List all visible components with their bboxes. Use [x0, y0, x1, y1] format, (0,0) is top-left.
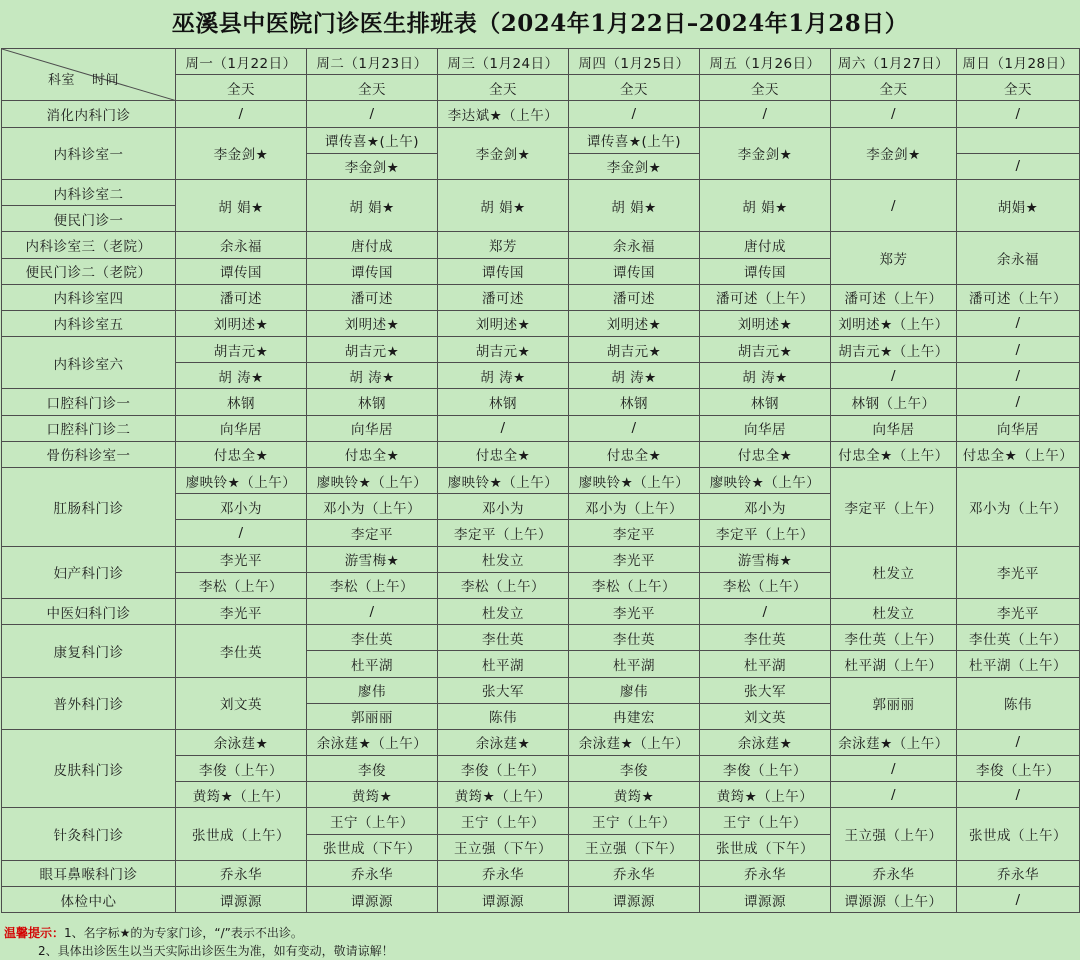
schedule-cell: 杜发立 — [438, 598, 569, 624]
schedule-cell: 向华居 — [831, 415, 957, 441]
schedule-cell: 李松（上午） — [307, 572, 438, 598]
table-row — [2, 625, 1080, 651]
schedule-cell: 胡吉元★ — [700, 337, 831, 363]
schedule-cell: 胡 娟★ — [176, 179, 307, 231]
schedule-cell: 李仕英（上午） — [957, 625, 1080, 651]
table-row — [2, 887, 1080, 913]
schedule-cell: 刘明述★ — [700, 310, 831, 336]
schedule-cell: 李仕英 — [307, 625, 438, 651]
schedule-cell: / — [176, 101, 307, 127]
schedule-cell: 邓小为（上午） — [307, 494, 438, 520]
schedule-cell: 余泳莛★（上午） — [569, 729, 700, 755]
schedule-cell: 李松（上午） — [700, 572, 831, 598]
schedule-cell: 胡 涛★ — [700, 363, 831, 389]
schedule-cell: 黄筠★（上午） — [700, 782, 831, 808]
table-row — [2, 101, 1080, 127]
schedule-cell: 林钢（上午） — [831, 389, 957, 415]
schedule-cell: 李俊（上午） — [700, 756, 831, 782]
schedule-cell: 邓小为 — [700, 494, 831, 520]
dept-label: 中医妇科门诊 — [2, 598, 176, 624]
schedule-cell: 李仕英 — [438, 625, 569, 651]
schedule-cell: 谭传国 — [569, 258, 700, 284]
schedule-cell: 李定平（上午） — [831, 468, 957, 547]
schedule-cell: 付忠全★（上午） — [957, 441, 1080, 467]
schedule-cell: / — [957, 337, 1080, 363]
schedule-cell: 廖伟 — [569, 677, 700, 703]
schedule-cell: / — [957, 101, 1080, 127]
schedule-cell: 余泳莛★ — [176, 729, 307, 755]
schedule-cell: 林钢 — [438, 389, 569, 415]
schedule-cell: 李松（上午） — [176, 572, 307, 598]
dept-label: 口腔科门诊一 — [2, 389, 176, 415]
schedule-cell: 杜平湖 — [438, 651, 569, 677]
schedule-cell: 李金剑★ — [176, 127, 307, 179]
schedule-cell: 胡吉元★ — [569, 337, 700, 363]
schedule-cell: 杜发立 — [831, 598, 957, 624]
dept-label: 肛肠科门诊 — [2, 468, 176, 547]
table-row — [2, 232, 1080, 258]
full-day-label: 全天 — [957, 75, 1080, 101]
schedule-cell: / — [831, 782, 957, 808]
schedule-cell: 胡 娟★ — [307, 179, 438, 231]
schedule-cell: 刘文英 — [700, 703, 831, 729]
schedule-cell — [957, 127, 1080, 153]
schedule-cell: 李仕英 — [700, 625, 831, 651]
schedule-cell: 杜发立 — [831, 546, 957, 598]
schedule-cell: 谭源源（上午） — [831, 887, 957, 913]
table-row — [2, 310, 1080, 336]
day-header: 周日（1月28日） — [957, 49, 1080, 75]
schedule-cell: 李俊（上午） — [438, 756, 569, 782]
full-day-label: 全天 — [831, 75, 957, 101]
schedule-cell: 谭传国 — [700, 258, 831, 284]
schedule-cell: / — [307, 101, 438, 127]
schedule-cell: 王立强（下午） — [569, 834, 700, 860]
schedule-cell: 乔永华 — [569, 860, 700, 886]
schedule-cell: 李俊（上午） — [957, 756, 1080, 782]
schedule-cell: 李光平 — [957, 546, 1080, 598]
schedule-cell: 张世成（下午） — [307, 834, 438, 860]
schedule-cell: 冉建宏 — [569, 703, 700, 729]
schedule-cell: 王宁（上午） — [700, 808, 831, 834]
table-row — [2, 677, 1080, 703]
schedule-cell: 胡 娟★ — [438, 179, 569, 231]
schedule-cell: 胡 涛★ — [438, 363, 569, 389]
schedule-cell: 付忠全★ — [438, 441, 569, 467]
dept-label: 便民门诊二（老院） — [2, 258, 176, 284]
schedule-cell: 李松（上午） — [438, 572, 569, 598]
schedule-cell: 李俊（上午） — [176, 756, 307, 782]
schedule-cell: 林钢 — [700, 389, 831, 415]
schedule-cell: 李光平 — [957, 598, 1080, 624]
schedule-cell: 廖映铃★（上午） — [438, 468, 569, 494]
schedule-cell: 潘可述 — [438, 284, 569, 310]
schedule-cell: 刘明述★ — [438, 310, 569, 336]
schedule-cell: 潘可述（上午） — [831, 284, 957, 310]
full-day-label: 全天 — [438, 75, 569, 101]
schedule-cell: 李光平 — [569, 598, 700, 624]
footnote-line-1 — [4, 924, 394, 942]
schedule-cell: / — [307, 598, 438, 624]
schedule-cell: 谭传喜★(上午) — [307, 127, 438, 153]
dept-label: 内科诊室六 — [2, 337, 176, 389]
schedule-cell: 李光平 — [176, 546, 307, 572]
schedule-cell: 王宁（上午） — [307, 808, 438, 834]
schedule-cell: 邓小为（上午） — [957, 468, 1080, 547]
schedule-cell: / — [700, 598, 831, 624]
schedule-cell: 李仕英 — [569, 625, 700, 651]
schedule-cell: / — [831, 756, 957, 782]
dept-label: 内科诊室三（老院） — [2, 232, 176, 258]
schedule-cell: 向华居 — [307, 415, 438, 441]
schedule-cell: 付忠全★ — [569, 441, 700, 467]
table-row — [2, 127, 1080, 153]
day-header: 周五（1月26日） — [700, 49, 831, 75]
schedule-cell: 杜平湖 — [700, 651, 831, 677]
day-header: 周二（1月23日） — [307, 49, 438, 75]
schedule-cell: 付忠全★ — [307, 441, 438, 467]
table-row — [2, 337, 1080, 363]
schedule-cell: / — [957, 782, 1080, 808]
footnote-text-1: 1、名字标★的为专家门诊，“/”表示不出诊。 — [64, 926, 303, 940]
schedule-cell: 杜平湖（上午） — [957, 651, 1080, 677]
schedule-cell: 胡 娟★ — [700, 179, 831, 231]
schedule-cell: 胡 涛★ — [307, 363, 438, 389]
schedule-cell: 杜平湖 — [307, 651, 438, 677]
schedule-cell: / — [831, 179, 957, 231]
full-day-label: 全天 — [700, 75, 831, 101]
schedule-cell: 张大军 — [438, 677, 569, 703]
dept-label: 骨伤科诊室一 — [2, 441, 176, 467]
dept-label: 康复科门诊 — [2, 625, 176, 677]
schedule-cell: 李金剑★ — [438, 127, 569, 179]
schedule-cell: 向华居 — [176, 415, 307, 441]
table-row — [2, 441, 1080, 467]
schedule-cell: 潘可述 — [569, 284, 700, 310]
schedule-cell: 郑芳 — [438, 232, 569, 258]
schedule-cell: 李金剑★ — [307, 153, 438, 179]
dept-label: 针灸科门诊 — [2, 808, 176, 860]
schedule-cell: 向华居 — [700, 415, 831, 441]
schedule-cell: 黄筠★（上午） — [438, 782, 569, 808]
schedule-cell: 付忠全★（上午） — [831, 441, 957, 467]
schedule-cell: 刘明述★ — [176, 310, 307, 336]
schedule-cell: 谭源源 — [569, 887, 700, 913]
schedule-cell: 邓小为（上午） — [569, 494, 700, 520]
schedule-cell: 刘文英 — [176, 677, 307, 729]
schedule-cell: 廖映铃★（上午） — [176, 468, 307, 494]
table-row — [2, 284, 1080, 310]
page-title: 巫溪县中医院门诊医生排班表（2024年1月22日–2024年1月28日） — [171, 10, 909, 37]
schedule-cell: 李金剑★ — [569, 153, 700, 179]
full-day-label: 全天 — [176, 75, 307, 101]
schedule-cell: 余泳莛★ — [438, 729, 569, 755]
schedule-cell: 陈伟 — [957, 677, 1080, 729]
table-row — [2, 179, 1080, 205]
schedule-cell: 李定平 — [307, 520, 438, 546]
full-day-label: 全天 — [569, 75, 700, 101]
day-header: 周六（1月27日） — [831, 49, 957, 75]
table-row — [2, 415, 1080, 441]
schedule-cell: 杜平湖 — [569, 651, 700, 677]
schedule-cell: 林钢 — [569, 389, 700, 415]
schedule-cell: 王立强（上午） — [831, 808, 957, 860]
table-row — [2, 598, 1080, 624]
schedule-cell: 李定平（上午） — [438, 520, 569, 546]
schedule-cell: 黄筠★ — [307, 782, 438, 808]
schedule-cell: 郑芳 — [831, 232, 957, 284]
schedule-cell: 李俊 — [307, 756, 438, 782]
schedule-cell: / — [957, 729, 1080, 755]
schedule-cell: 潘可述（上午） — [700, 284, 831, 310]
schedule-cell: 乔永华 — [307, 860, 438, 886]
schedule-cell: 游雪梅★ — [307, 546, 438, 572]
schedule-cell: 余永福 — [176, 232, 307, 258]
dept-label: 内科诊室一 — [2, 127, 176, 179]
schedule-cell: 陈伟 — [438, 703, 569, 729]
schedule-cell: / — [569, 101, 700, 127]
schedule-cell: 乔永华 — [700, 860, 831, 886]
schedule-cell: 林钢 — [307, 389, 438, 415]
schedule-cell: 李定平 — [569, 520, 700, 546]
schedule-cell: 游雪梅★ — [700, 546, 831, 572]
schedule-cell: / — [569, 415, 700, 441]
schedule-cell: 谭传喜★(上午) — [569, 127, 700, 153]
schedule-cell: 余永福 — [569, 232, 700, 258]
schedule-cell: 郭丽丽 — [831, 677, 957, 729]
schedule-cell: 唐付成 — [307, 232, 438, 258]
schedule-cell: 廖映铃★（上午） — [307, 468, 438, 494]
footnote-text-2: 2、具体出诊医生以当天实际出诊医生为准，如有变动，敬请谅解！ — [38, 944, 394, 958]
schedule-cell: 林钢 — [176, 389, 307, 415]
schedule-cell: 张大军 — [700, 677, 831, 703]
dept-label: 皮肤科门诊 — [2, 729, 176, 808]
dept-label: 体检中心 — [2, 887, 176, 913]
schedule-cell: 胡 娟★ — [569, 179, 700, 231]
table-row — [2, 860, 1080, 886]
dept-label: 内科诊室四 — [2, 284, 176, 310]
schedule-cell: 黄筠★（上午） — [176, 782, 307, 808]
schedule-cell: 杜平湖（上午） — [831, 651, 957, 677]
table-row — [2, 389, 1080, 415]
schedule-cell: 向华居 — [957, 415, 1080, 441]
schedule-cell: 胡 涛★ — [569, 363, 700, 389]
schedule-cell: 乔永华 — [176, 860, 307, 886]
schedule-cell: 郭丽丽 — [307, 703, 438, 729]
schedule-cell: 李仕英（上午） — [831, 625, 957, 651]
corner-dept-label: 科室 — [48, 73, 76, 88]
schedule-cell: 乔永华 — [831, 860, 957, 886]
dept-label: 口腔科门诊二 — [2, 415, 176, 441]
footnote-label: 温馨提示： — [4, 926, 65, 940]
schedule-cell: 刘明述★ — [307, 310, 438, 336]
schedule-cell: 张世成（下午） — [700, 834, 831, 860]
schedule-cell: 李光平 — [569, 546, 700, 572]
schedule-cell: 张世成（上午） — [957, 808, 1080, 860]
day-header: 周三（1月24日） — [438, 49, 569, 75]
schedule-cell: 余泳莛★（上午） — [307, 729, 438, 755]
schedule-cell: 谭源源 — [700, 887, 831, 913]
full-day-label: 全天 — [307, 75, 438, 101]
table-row — [2, 468, 1080, 494]
dept-label: 眼耳鼻喉科门诊 — [2, 860, 176, 886]
day-header: 周四（1月25日） — [569, 49, 700, 75]
table-row — [2, 729, 1080, 755]
schedule-cell: 胡吉元★ — [176, 337, 307, 363]
schedule-cell: 余泳莛★（上午） — [831, 729, 957, 755]
schedule-cell: 王立强（下午） — [438, 834, 569, 860]
schedule-cell: 余永福 — [957, 232, 1080, 284]
schedule-cell: / — [438, 415, 569, 441]
schedule-cell: / — [957, 389, 1080, 415]
schedule-cell: / — [700, 101, 831, 127]
schedule-cell: 谭传国 — [176, 258, 307, 284]
schedule-cell: 潘可述 — [307, 284, 438, 310]
dept-label: 消化内科门诊 — [2, 101, 176, 127]
schedule-cell: 付忠全★ — [176, 441, 307, 467]
schedule-cell: / — [831, 101, 957, 127]
schedule-cell: 付忠全★ — [700, 441, 831, 467]
schedule-cell: 潘可述 — [176, 284, 307, 310]
schedule-cell: 胡吉元★（上午） — [831, 337, 957, 363]
schedule-cell: 刘明述★（上午） — [831, 310, 957, 336]
schedule-cell: 廖映铃★（上午） — [700, 468, 831, 494]
schedule-cell: 李俊 — [569, 756, 700, 782]
schedule-table — [1, 48, 1080, 913]
schedule-cell: 谭源源 — [438, 887, 569, 913]
header-corner — [2, 49, 176, 101]
schedule-cell: 张世成（上午） — [176, 808, 307, 860]
schedule-cell: 谭传国 — [307, 258, 438, 284]
schedule-cell: 李达斌★（上午） — [438, 101, 569, 127]
schedule-cell: 余泳莛★ — [700, 729, 831, 755]
diagonal-line — [2, 49, 175, 100]
schedule-cell: 刘明述★ — [569, 310, 700, 336]
schedule-cell: 杜发立 — [438, 546, 569, 572]
schedule-cell: / — [957, 887, 1080, 913]
schedule-cell: 李仕英 — [176, 625, 307, 677]
schedule-cell: 胡 涛★ — [176, 363, 307, 389]
schedule-cell: 谭传国 — [438, 258, 569, 284]
dept-label: 内科诊室二 — [2, 179, 176, 205]
corner-time-label: 时间 — [92, 73, 120, 88]
dept-label: 妇产科门诊 — [2, 546, 176, 598]
schedule-cell: 李金剑★ — [831, 127, 957, 179]
table-row — [2, 546, 1080, 572]
schedule-cell: / — [957, 363, 1080, 389]
schedule-cell: 廖映铃★（上午） — [569, 468, 700, 494]
table-row — [2, 808, 1080, 834]
schedule-cell: 王宁（上午） — [569, 808, 700, 834]
schedule-cell: 胡吉元★ — [438, 337, 569, 363]
day-header: 周一（1月22日） — [176, 49, 307, 75]
schedule-cell: 李金剑★ — [700, 127, 831, 179]
schedule-cell: 乔永华 — [957, 860, 1080, 886]
schedule-cell: / — [831, 363, 957, 389]
schedule-cell: 谭源源 — [176, 887, 307, 913]
schedule-cell: 王宁（上午） — [438, 808, 569, 834]
schedule-cell: / — [957, 310, 1080, 336]
schedule-cell: 邓小为 — [438, 494, 569, 520]
schedule-cell: / — [957, 153, 1080, 179]
dept-label: 普外科门诊 — [2, 677, 176, 729]
footnotes — [4, 924, 394, 960]
dept-label: 便民门诊一 — [2, 206, 176, 232]
schedule-cell: 李定平（上午） — [700, 520, 831, 546]
schedule-cell: 乔永华 — [438, 860, 569, 886]
schedule-cell: / — [176, 520, 307, 546]
schedule-cell: 李松（上午） — [569, 572, 700, 598]
schedule-cell: 李光平 — [176, 598, 307, 624]
schedule-cell: 黄筠★ — [569, 782, 700, 808]
schedule-cell: 谭源源 — [307, 887, 438, 913]
dept-label: 内科诊室五 — [2, 310, 176, 336]
schedule-cell: 廖伟 — [307, 677, 438, 703]
schedule-cell: 潘可述（上午） — [957, 284, 1080, 310]
schedule-cell: 胡娟★ — [957, 179, 1080, 231]
schedule-cell: 邓小为 — [176, 494, 307, 520]
schedule-cell: 唐付成 — [700, 232, 831, 258]
schedule-cell: 胡吉元★ — [307, 337, 438, 363]
